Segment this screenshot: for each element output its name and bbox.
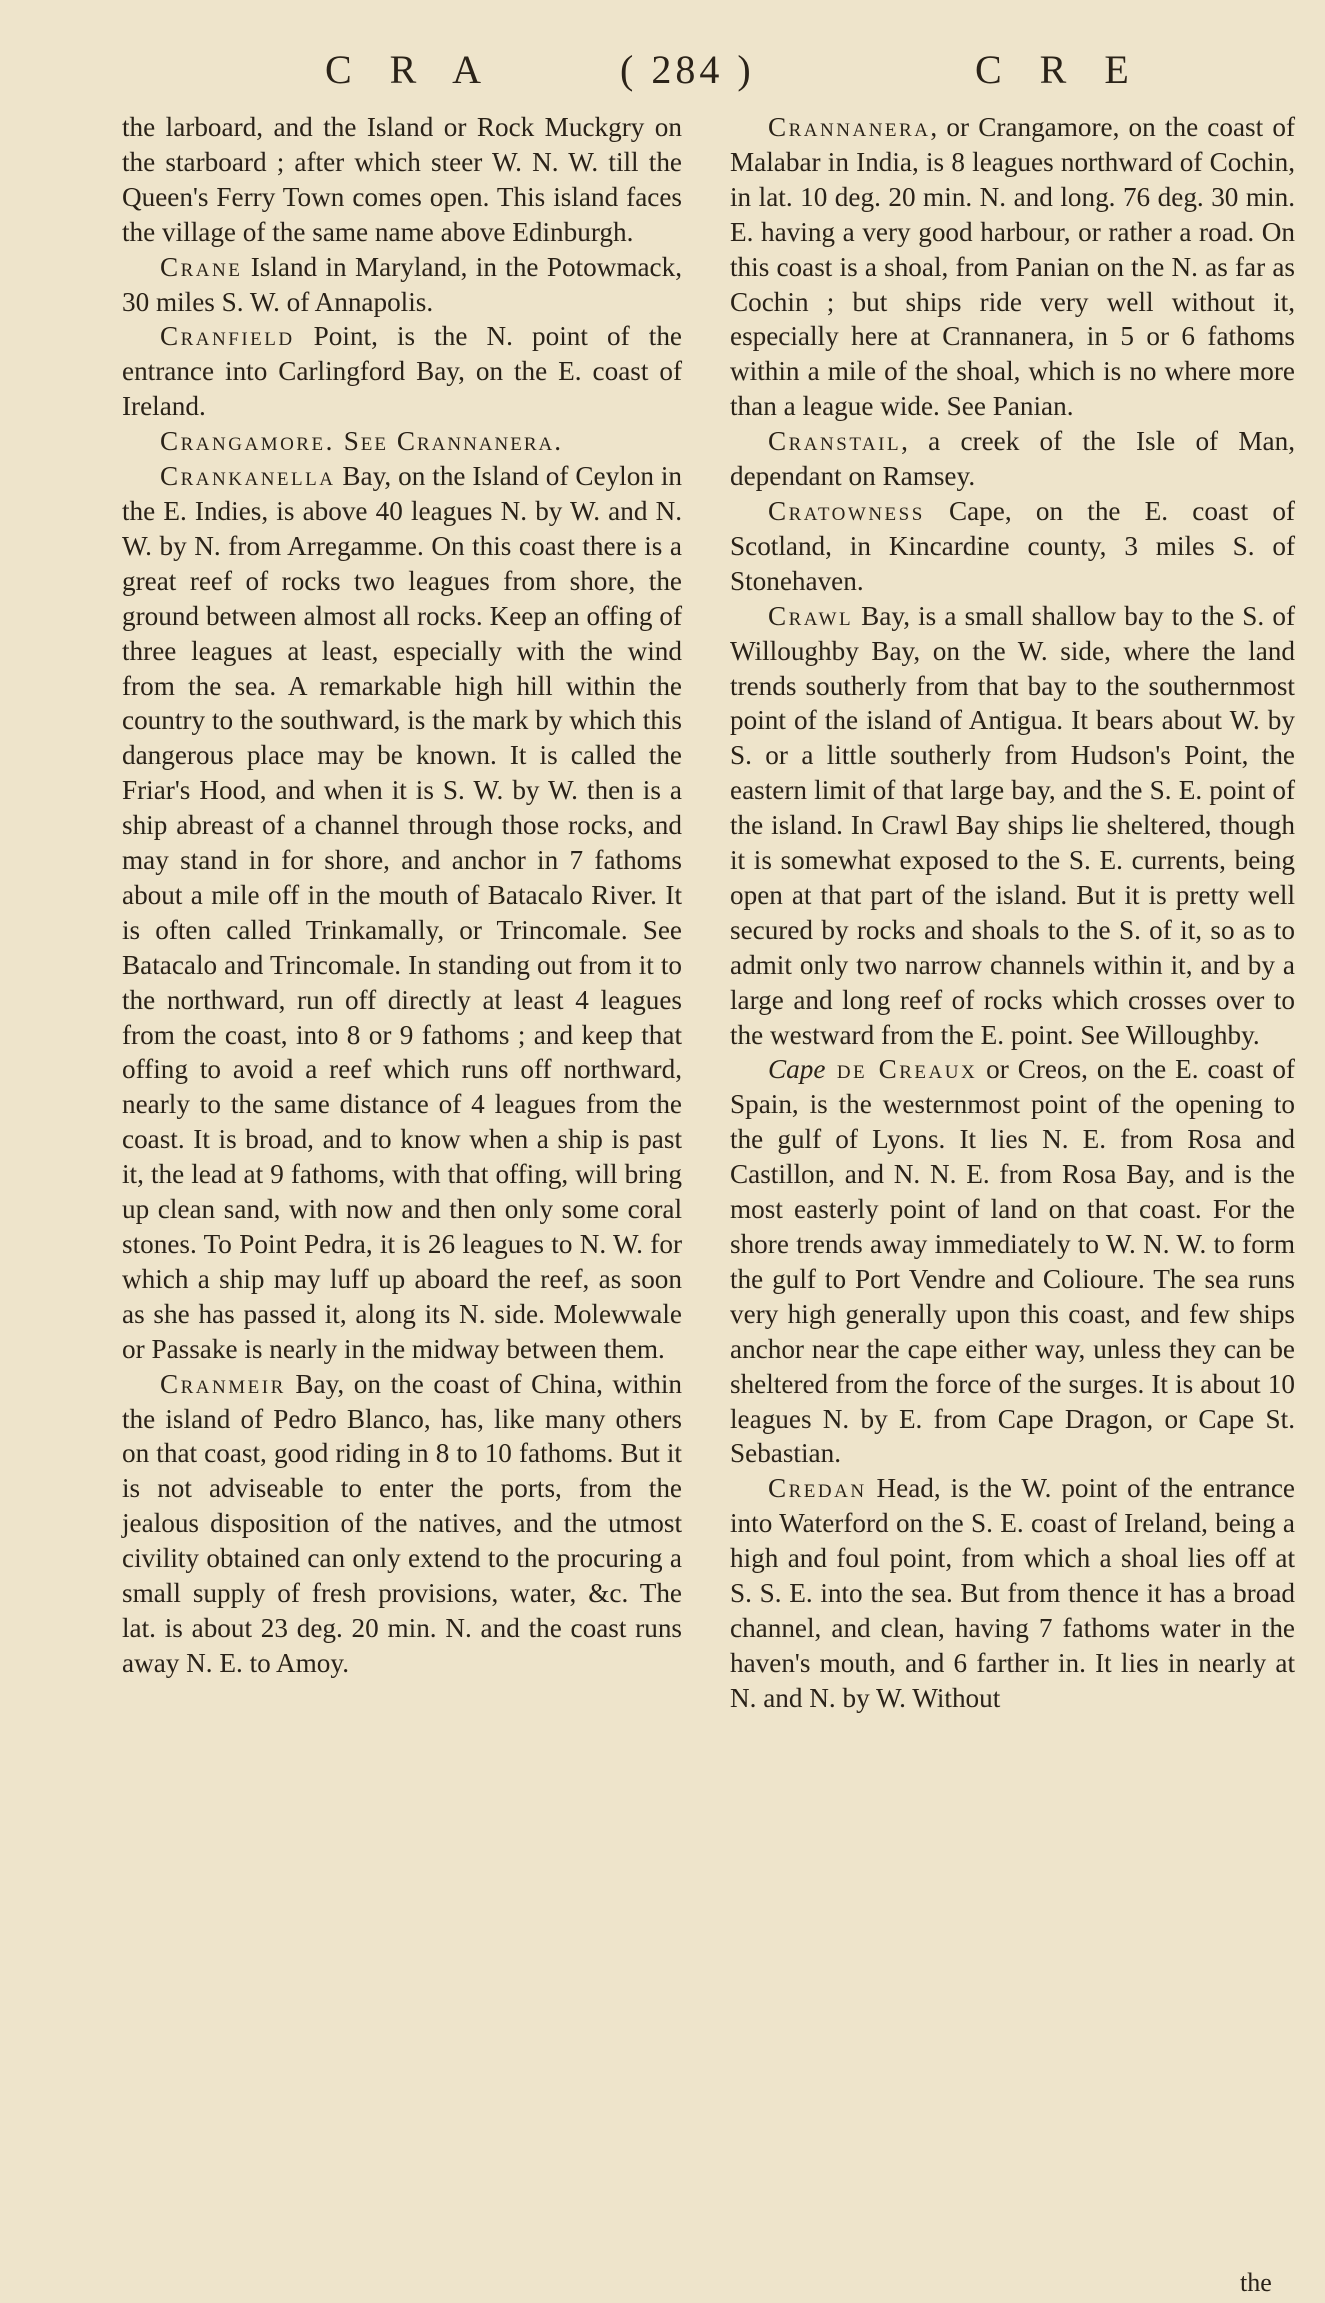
entry-crawl xyxy=(730,599,1295,1053)
header-left-letters: C R A xyxy=(325,47,496,92)
left-column xyxy=(122,110,682,1681)
entry-body: Bay, on the Island of Ceylon in the E. Indies, is above 40 leagues N. by W. and N. W. by N. from Arregamme. On this coast there is a great reef of rocks two leagues from shore, the ground between almost all rocks. Keep an offing of three leagues at least, especially with the wind from the sea. A remarkable high hill within the country to the southward, is the mark by which this dangerous place may be known. It is called the Friar's Hood, and when it is S. W. by W. then is a ship abreast of a channel through those rocks, and may stand in for shore, and anchor in 7 fathoms about a mile off in the mouth of Batacalo River. It is often called Trinkamally, or Trincomale. See Batacalo and Trincomale. In standing out from it to the northward, run off directly at least 4 leagues from the coast, into 8 or 9 fathoms ; and keep that offing to avoid a reef which runs off northward, nearly to the same distance of 4 leagues from the coast. It is broad, and to know when a ship is past it, the lead at 9 fathoms, with that offing, will bring up clean sand, with now and then only some coral stones. To Point Pedra, it is 26 leagues to N. W. for which a ship may luff up aboard the reef, as soon as she has passed it, along its N. side. Molewwale or Passake is nearly in the midway between them. xyxy=(122,461,682,1364)
entry-crankanella xyxy=(122,459,682,1367)
catchword: the xyxy=(1240,2268,1272,2297)
entry-body: Island in Maryland, in the Potowmack, 30 miles S. W. of Annapolis. xyxy=(122,251,682,317)
entry-credan xyxy=(730,1471,1295,1715)
entry-body: Cape, on the E. coast of Scotland, in Kincardine county, 3 miles S. of Stonehaven. xyxy=(730,495,1295,596)
entry-body: , a creek of the Isle of Man, dependant on Ramsey. xyxy=(730,426,1295,492)
header-right-letters: C R E xyxy=(975,47,1143,92)
entry-creaux xyxy=(730,1052,1295,1471)
entry-body: Point, is the N. point of the entrance into Carlingford Bay, on the E. coast of Ireland. xyxy=(122,321,682,422)
entry-body: See Crannanera. xyxy=(334,426,564,457)
entry-headword: Crawl xyxy=(768,600,854,631)
entry-headword: Crannanera xyxy=(768,112,931,142)
entry-body: Head, is the W. point of the entrance into Waterford on the S. E. coast of Ireland, being a high and foul point, from which a shoal lies off at S. S. E. into the sea. But from thence it has a broad channel, and clean, having 7 fathoms water in the haven's mouth, and 6 farther in. It lies in nearly at N. and N. by W. Without xyxy=(730,1473,1295,1713)
entry-headword: Crankanella xyxy=(160,461,336,492)
entry-crannanera xyxy=(730,110,1295,424)
entry-crangamore xyxy=(122,424,682,459)
page-number: ( 284 ) xyxy=(620,47,755,92)
entry-headword: Cratowness xyxy=(768,495,925,526)
entry-body: the larboard, and the Island or Rock Muckgry on the starboard ; after which steer W. N. W. till the Queen's Ferry Town comes open. This island faces the village of the same name above Edinburgh. xyxy=(122,112,682,247)
entry-headword: Cranstail xyxy=(768,426,902,457)
entry-headword: Crane xyxy=(160,251,243,282)
entry-body: or Creos, on the E. coast of Spain, is the westernmost point of the opening to the gulf of Lyons. It lies N. E. from Rosa and Castillon, and N. N. E. from Rosa Bay, and is the most easterly point of land on that coast. For the shore trends away immediately to W. N. W. to form the gulf to Port Vendre and Colioure. The sea runs very high generally upon this coast, and few ships anchor near the cape either way, unless they can be sheltered from the force of the surges. It is about 10 leagues N. by E. from Cape Dragon, or Cape St. Sebastian. xyxy=(730,1054,1295,1469)
entry-body: Bay, on the coast of China, within the island of Pedro Blanco, has, like many others on that coast, good riding in 8 to 10 fathoms. But it is not adviseable to enter the ports, from the jealous disposition of the natives, and the utmost civility obtained can only extend to the procuring a small supply of fresh provisions, water, &c. The lat. is about 23 deg. 20 min. N. and the coast runs away N. E. to Amoy. xyxy=(122,1368,682,1678)
entry-body: , or Crangamore, on the coast of Malabar in India, is 8 leagues northward of Cochin, in lat. 10 deg. 20 min. N. and long. 76 deg. 30 min. E. having a very good harbour, or rather a road. On this coast is a shoal, from Panian on the N. as far as Cochin ; but ships ride very well without it, especially here at Crannanera, in 5 or 6 fathoms within a mile of the shoal, which is no where more than a league wide. See Panian. xyxy=(730,112,1295,422)
entry-headword: Cranmeir xyxy=(160,1368,286,1399)
entry-body: Bay, is a small shallow bay to the S. of Willoughby Bay, on the W. side, where the land trends southerly from that bay to the southernmost point of the island of Antigua. It bears about W. by S. or a little southerly from Hudson's Point, the eastern limit of that large bay, and the S. E. point of the island. In Crawl Bay ships lie sheltered, though it is somewhat exposed to the S. E. currents, being open at that part of the island. But it is pretty well secured by rocks and shoals to the S. of it, so as to admit only two narrow channels within it, and by a large and long reef of rocks which crosses over to the westward from the E. point. See Willoughby. xyxy=(730,600,1295,1050)
entry-continuation xyxy=(122,110,682,250)
entry-cratowness xyxy=(730,494,1295,599)
entry-prefix: Cape xyxy=(768,1054,826,1085)
entry-cranstail xyxy=(730,424,1295,494)
entry-crane xyxy=(122,250,682,320)
entry-cranmeir xyxy=(122,1367,682,1681)
running-header xyxy=(0,38,1325,108)
right-column xyxy=(730,110,1295,1716)
entry-headword: de Creaux xyxy=(825,1054,978,1085)
entry-headword: Credan xyxy=(768,1473,867,1504)
entry-cranfield xyxy=(122,319,682,424)
entry-headword: Crangamore. xyxy=(160,426,335,457)
entry-headword: Cranfield xyxy=(160,321,295,352)
